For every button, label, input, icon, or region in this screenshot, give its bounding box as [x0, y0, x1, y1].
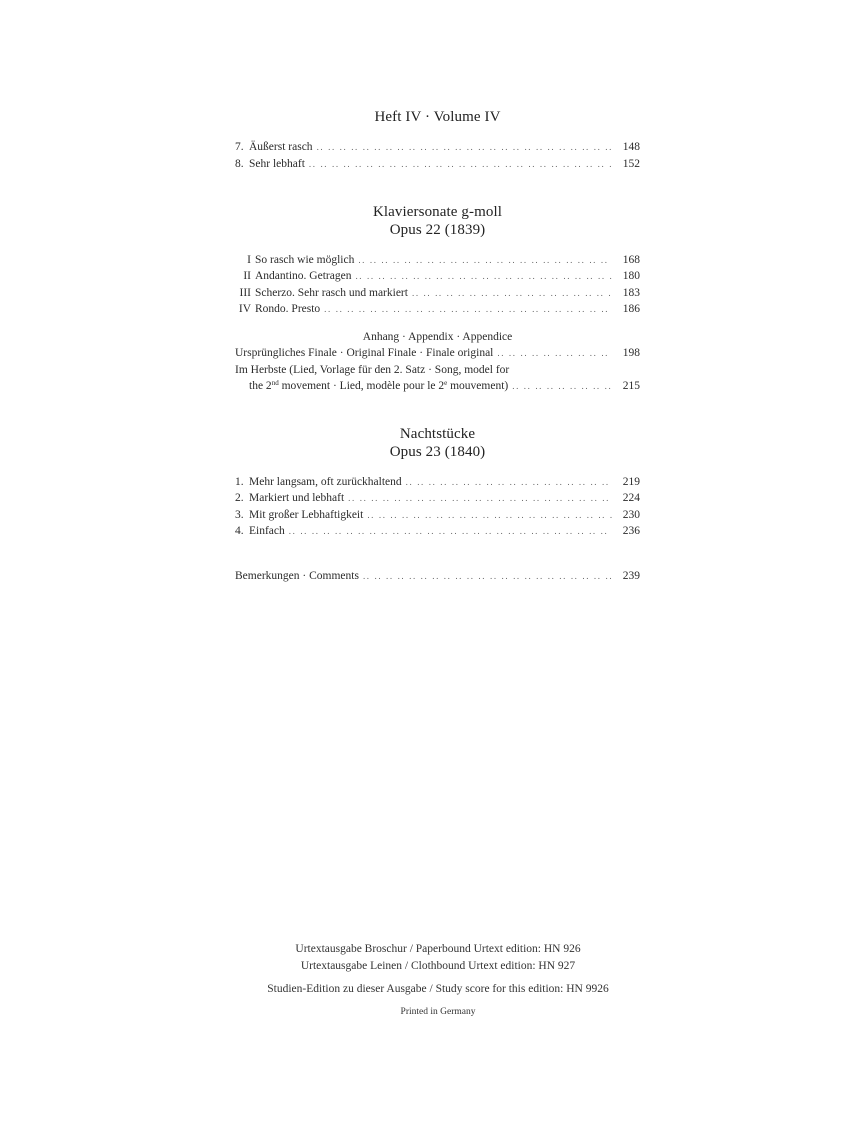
entry-page: 219 [622, 476, 640, 488]
dot-leader [406, 474, 612, 490]
toc-entry [235, 378, 640, 394]
dot-leader [512, 378, 612, 394]
dot-leader [355, 268, 612, 284]
dot-leader [324, 301, 612, 317]
toc-entry [235, 139, 640, 155]
entry-page: 168 [622, 254, 640, 266]
entry-page: 198 [622, 347, 640, 359]
edition-info-paperbound: Urtextausgabe Broschur / Paperbound Urtext edition: HN 926 [295, 943, 581, 955]
toc-entry [235, 507, 640, 523]
entry-title: Ursprüngliches Finale · Original Finale · Finale original [235, 347, 494, 359]
dot-leader [358, 252, 612, 268]
entry-number: 3. [235, 509, 244, 521]
entry-number: 8. [235, 158, 244, 170]
entry-number: 2. [235, 492, 244, 504]
entry-title: the 2nd movement · Lied, modèle pour le 2e mouvement) [249, 379, 509, 392]
entry-page: 183 [622, 287, 640, 299]
toc-entry [235, 252, 640, 268]
entry-number: 7. [235, 141, 244, 153]
dot-leader [289, 523, 612, 539]
toc-entry [235, 285, 640, 301]
dot-leader [363, 568, 612, 584]
appendix-heading: Anhang · Appendix · Appendice [362, 331, 513, 343]
entry-page: 186 [622, 303, 640, 315]
movement-number: IV [238, 303, 251, 315]
toc-entry [235, 523, 640, 539]
entry-title-line: Im Herbste (Lied, Vorlage für den 2. Satz · Song, model for [235, 364, 510, 376]
toc-entry [235, 345, 640, 361]
sonata-title: Klaviersonate g-moll [372, 204, 503, 220]
dot-leader [367, 507, 612, 523]
movement-number: III [239, 287, 251, 299]
entry-page: 180 [622, 270, 640, 282]
entry-title: Mehr langsam, oft zurückhaltend [249, 476, 402, 488]
toc-entry [235, 301, 640, 317]
entry-page: 239 [622, 570, 640, 582]
dot-leader [348, 490, 612, 506]
entry-page: 236 [622, 525, 640, 537]
entry-page: 230 [622, 509, 640, 521]
dot-leader [309, 156, 612, 172]
nachtstuecke-opus: Opus 23 (1840) [389, 444, 486, 460]
entry-title: Äußerst rasch [249, 141, 313, 153]
entry-title: Markiert und lebhaft [249, 492, 345, 504]
nachtstuecke-title: Nachtstücke [399, 426, 476, 442]
entry-page: 148 [622, 141, 640, 153]
edition-info-clothbound: Urtextausgabe Leinen / Clothbound Urtext edition: HN 927 [300, 960, 576, 972]
entry-page: 224 [622, 492, 640, 504]
printed-in: Printed in Germany [400, 1007, 476, 1017]
toc-entry [235, 474, 640, 490]
dot-leader [317, 139, 612, 155]
toc-entry [235, 490, 640, 506]
entry-title: Andantino. Getragen [255, 270, 352, 282]
toc-entry [235, 156, 640, 172]
entry-title: Rondo. Presto [255, 303, 321, 315]
edition-info-study-score: Studien-Edition zu dieser Ausgabe / Study score for this edition: HN 9926 [267, 983, 609, 995]
toc-entry [235, 268, 640, 284]
entry-number: 4. [235, 525, 244, 537]
entry-title: Sehr lebhaft [249, 158, 305, 170]
entry-title: Einfach [249, 525, 285, 537]
entry-title: Scherzo. Sehr rasch und markiert [255, 287, 408, 299]
entry-title: So rasch wie möglich [255, 254, 355, 266]
dot-leader [412, 285, 612, 301]
entry-page: 215 [622, 380, 640, 392]
toc-entry-comments [235, 568, 640, 584]
movement-number: I [247, 254, 251, 266]
volume-heading: Heft IV · Volume IV [374, 109, 501, 125]
movement-number: II [243, 270, 251, 282]
entry-title: Bemerkungen · Comments [235, 570, 359, 582]
entry-page: 152 [622, 158, 640, 170]
dot-leader [497, 345, 612, 361]
entry-number: 1. [235, 476, 244, 488]
sonata-opus: Opus 22 (1839) [389, 222, 486, 238]
entry-title: Mit großer Lebhaftigkeit [249, 509, 364, 521]
